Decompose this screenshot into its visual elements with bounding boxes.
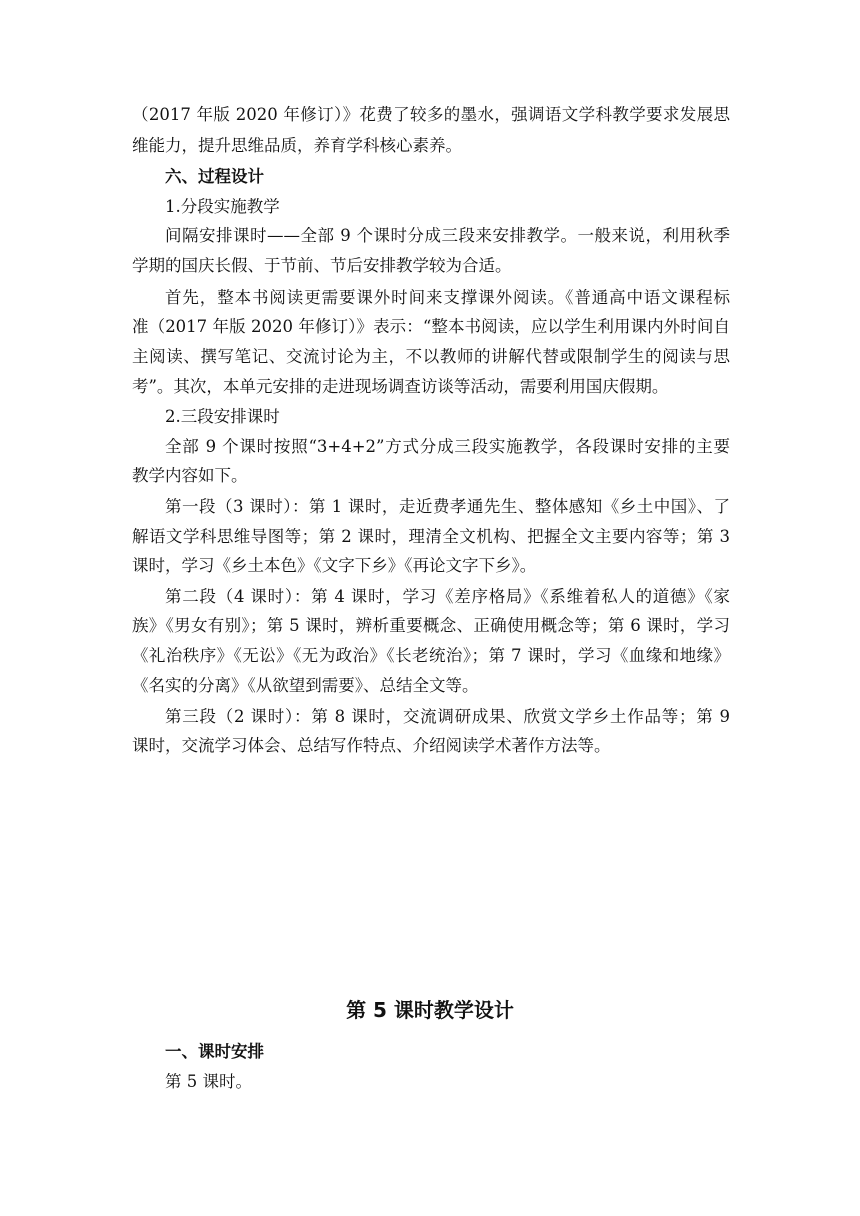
- paragraph-line: 准（2017 年版 2020 年修订）》表示：“整本书阅读，应以学生利用课内外时间自: [132, 317, 730, 336]
- paragraph-line: 维能力，提升思维品质，养育学科核心素养。: [132, 136, 462, 155]
- paragraph-line: 《礼治秩序》《无讼》《无为政治》《长老统治》；第 7 课时，学习《血缘和地缘》: [132, 646, 730, 665]
- paragraph-line: 主阅读、撰写笔记、交流讨论为主，不以教师的讲解代替或限制学生的阅读与思: [132, 347, 730, 366]
- paragraph-line: 教学内容如下。: [132, 466, 248, 485]
- paragraph-line: 解语文学科思维导图等；第 2 课时，理清全文机构、把握全文主要内容等；第 3: [132, 527, 730, 546]
- paragraph-line: 第三段（2 课时）：第 8 课时，交流调研成果、欣赏文学乡土作品等；第 9: [165, 707, 730, 726]
- lesson-title: 第 5 课时教学设计: [346, 998, 514, 1022]
- section-heading: 一、课时安排: [165, 1042, 264, 1061]
- paragraph-line: 《名实的分离》《从欲望到需要》、总结全文等。: [132, 676, 479, 695]
- paragraph-line: 第二段（4 课时）：第 4 课时，学习《差序格局》《系维着私人的道德》《家: [165, 587, 730, 606]
- paragraph-line: 学期的国庆长假、于节前、节后安排教学较为合适。: [132, 256, 512, 275]
- paragraph-line: 首先，整本书阅读更需要课外时间来支撑课外阅读。《普通高中语文课程标: [165, 288, 730, 307]
- paragraph-line: 课时，交流学习体会、总结写作特点、介绍阅读学术著作方法等。: [132, 736, 611, 755]
- section-heading: 六、过程设计: [165, 167, 264, 186]
- paragraph-line: 间隔安排课时——全部 9 个课时分成三段来安排教学。一般来说，利用秋季: [165, 226, 730, 245]
- paragraph-line: 族》《男女有别》；第 5 课时，辨析重要概念、正确使用概念等；第 6 课时，学习: [132, 616, 730, 635]
- paragraph-line: 课时，学习《乡土本色》《文字下乡》《再论文字下乡》。: [132, 556, 537, 575]
- paragraph-line: 全部 9 个课时按照“3+4+2”方式分成三段实施教学，各段课时安排的主要: [165, 437, 730, 456]
- paragraph-line: 第 5 课时。: [165, 1072, 252, 1091]
- subsection-heading: 2.三段安排课时: [165, 407, 280, 426]
- paragraph-line: 第一段（3 课时）：第 1 课时，走近费孝通先生、整体感知《乡土中国》、了: [165, 497, 730, 516]
- paragraph-line: 考”。其次，本单元安排的走进现场调查访谈等活动，需要利用国庆假期。: [132, 377, 669, 396]
- subsection-heading: 1.分段实施教学: [165, 197, 280, 216]
- paragraph-line: （2017 年版 2020 年修订）》花费了较多的墨水，强调语文学科教学要求发展思: [132, 105, 730, 124]
